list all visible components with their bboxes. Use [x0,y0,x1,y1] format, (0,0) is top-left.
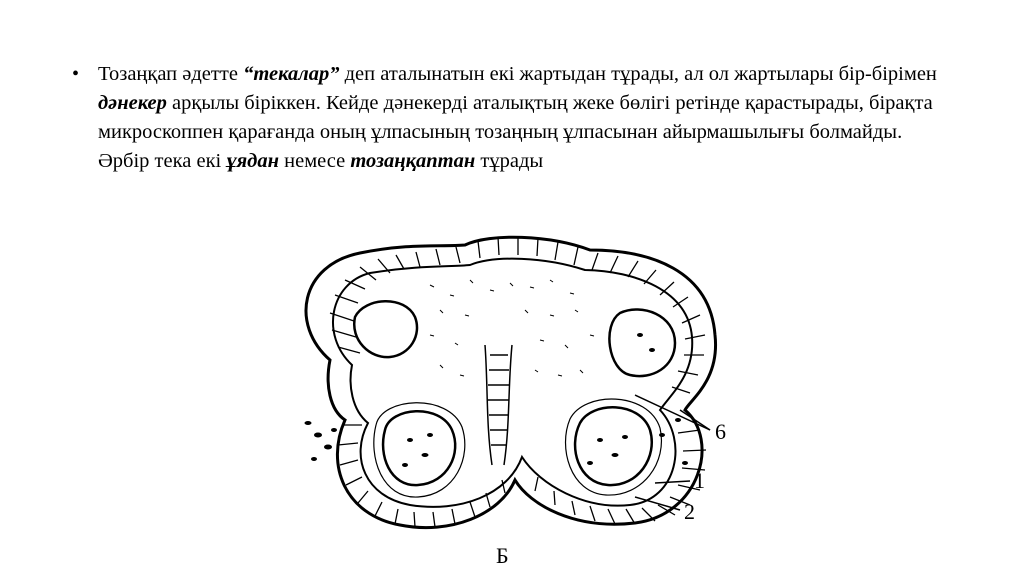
upper-left-locule [354,301,417,357]
term-tekalar: “текалар” [243,63,340,85]
text-block [72,60,952,176]
inner-wall [333,259,692,507]
label-2: 2 [684,499,695,524]
connective-tissue [485,345,512,465]
term-danekar: дәнекер [98,92,167,114]
anther-illustration [290,225,730,570]
text-run: деп аталынатын екі жартыдан тұрады, ал ол жартылары бір-бірімен [339,63,937,85]
label-1: 1 [694,468,705,493]
lower-left-locule [383,411,455,485]
bullet-paragraph [98,60,952,176]
upper-right-locule [609,310,675,377]
lower-right-locule [575,407,652,485]
text-run: Тозаңқап әдетте [98,63,244,85]
term-uyadan: ұядан [226,150,279,172]
label-6: 6 [715,419,726,444]
outer-wall [306,237,716,527]
bullet-dot-icon: • [72,63,80,85]
lower-right-locule-lining [566,399,662,495]
text-run: немесе [279,150,351,172]
lower-left-locule-lining [374,403,465,497]
cell-texture [430,280,594,376]
bullet-item [72,60,952,176]
text-run: арқылы біріккен. Кейде дәнекерді аталықтың жеке бөлігі ретінде қарастырады, бірақта микроскоппен қарағанда оның ұлпасының тозаңның ұлпасынан айырмашылығы болмайды. Әрбір тека екі [98,92,933,172]
anther-cross-section-figure [290,225,730,570]
label-b: Б [496,543,509,568]
text-run: тұрады [475,150,544,172]
term-tozankaptan: тозаңқаптан [350,150,476,172]
